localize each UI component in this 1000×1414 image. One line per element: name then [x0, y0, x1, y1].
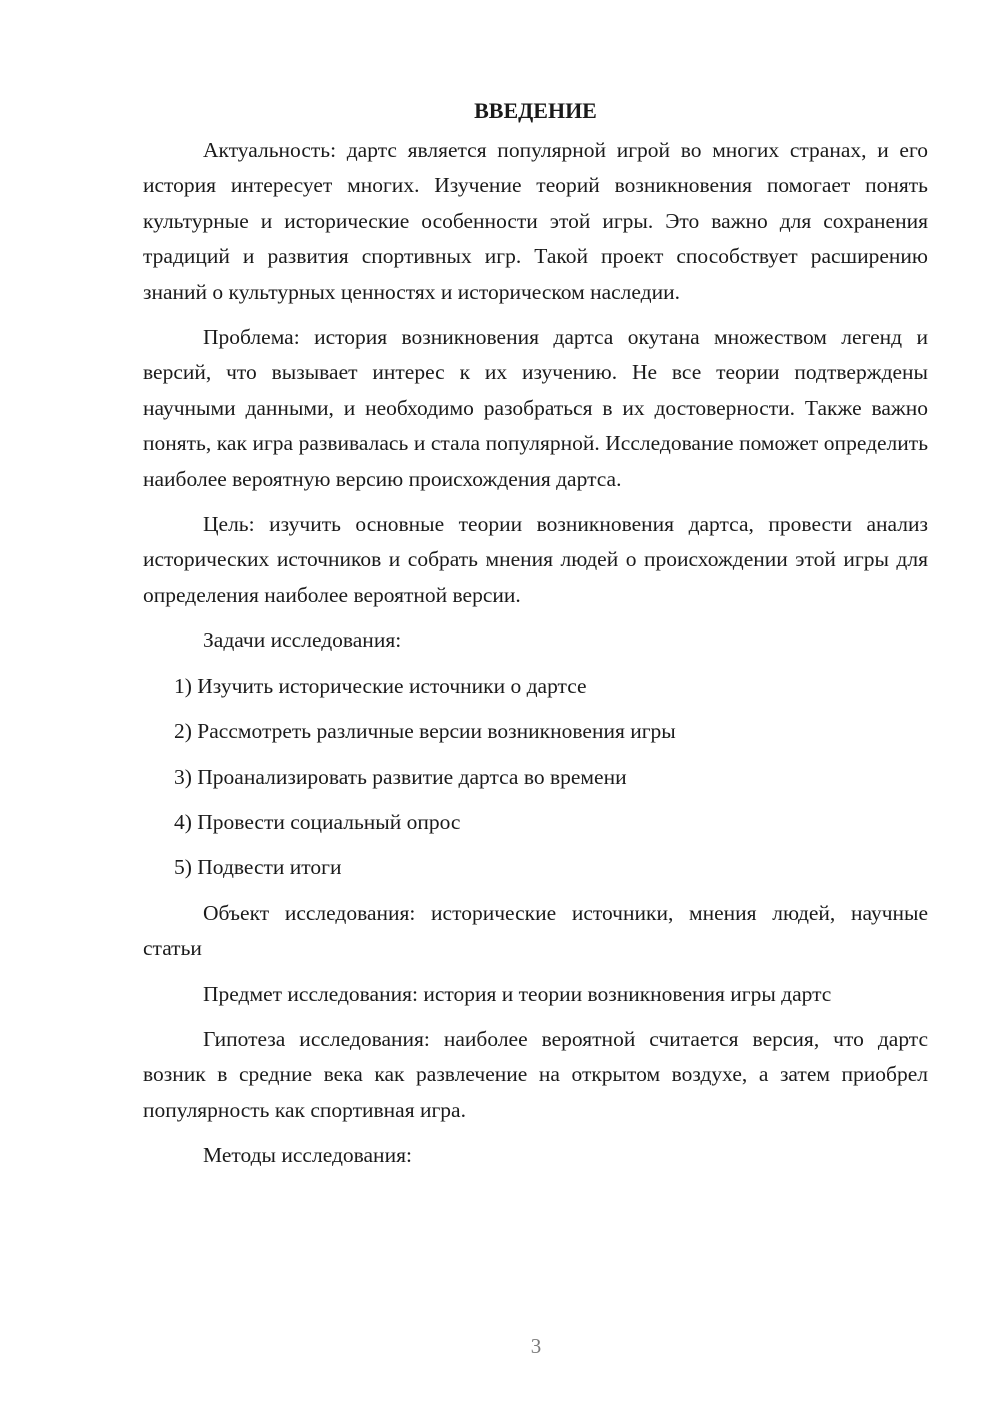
tasks-heading: Задачи исследования:	[203, 628, 402, 653]
page-title: ВВЕДЕНИЕ	[474, 98, 597, 123]
methods-heading: Методы исследования:	[203, 1143, 412, 1168]
relevance-paragraph: Актуальность: дартс является популярной игрой во многих странах, и его история интересует многих. Изучение теорий возникновения помогает понять культурные и исторические особенности этой игры. Это важно для сохранения традиций и развития спортивных игр. Такой проект способствует расширению знаний о культурных ценностях и историческом наследии.	[143, 138, 928, 304]
list-item: 4) Провести социальный опрос	[174, 809, 461, 834]
object-paragraph: Объект исследования: исторические источники, мнения людей, научные статьи	[143, 900, 928, 961]
list-item: 2) Рассмотреть различные версии возникновения игры	[174, 719, 676, 744]
tasks-list	[143, 669, 928, 886]
list-item: 1) Изучить исторические источники о дартсе	[174, 673, 587, 698]
problem-paragraph: Проблема: история возникновения дартса окутана множеством легенд и версий, что вызывает интерес к их изучению. Не все теории подтверждены научными данными, и необходимо разобраться в их достоверности. Также важно понять, как игра развивалась и стала популярной. Исследование поможет определить наиболее вероятную версию происхождения дартса.	[143, 325, 928, 491]
goal-paragraph: Цель: изучить основные теории возникновения дартса, провести анализ исторических источников и собрать мнения людей о происхождении этой игры для определения наиболее вероятной версии.	[143, 512, 928, 607]
hypothesis-paragraph: Гипотеза исследования: наиболее вероятной считается версия, что дартс возник в средние века как развлечение на открытом воздухе, а затем приобрел популярность как спортивная игра.	[143, 1026, 928, 1122]
subject-paragraph: Предмет исследования: история и теории возникновения игры дартс	[203, 981, 832, 1006]
page-number: 3	[530, 1334, 542, 1358]
document-page	[143, 95, 928, 1184]
list-item: 3) Проанализировать развитие дартса во времени	[174, 764, 627, 789]
list-item: 5) Подвести итоги	[174, 855, 342, 880]
